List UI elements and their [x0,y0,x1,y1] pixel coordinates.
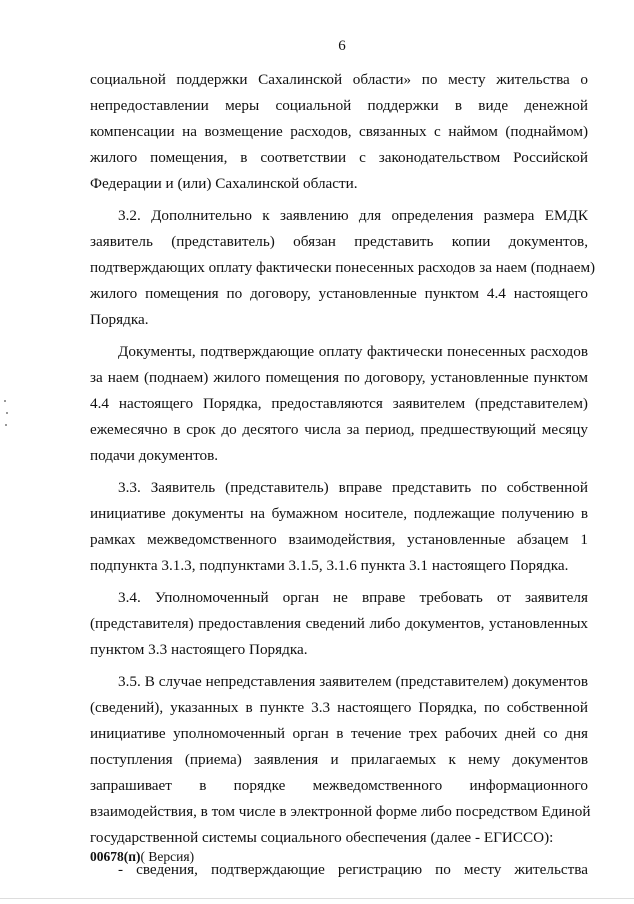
paragraph-3-4 [90,585,588,663]
text-line: запрашивает в порядке межведомственного информационного [90,777,588,794]
text-line: за наем (поднаем) жилого помещения по договору, установленные пунктом [90,369,588,386]
document-body [90,67,596,883]
document-version: ( Версия) [140,849,195,864]
paragraph-documents [90,339,588,469]
scan-artifact [5,424,7,426]
text-line: рамках межведомственного взаимодействия, установленные абзацем 1 [90,531,588,548]
text-line: Порядка. [90,311,149,328]
text-line: ежемесячно в срок до десятого числа за период, предшествующий месяцу [90,421,588,438]
text-line: Документы, подтверждающие оплату фактически понесенных расходов [118,343,588,360]
text-line: инициативе уполномоченный орган в течение трех рабочих дней со дня [90,725,588,742]
text-line: (представителя) предоставления сведений либо документов, установленных [90,615,588,632]
text-line: 3.2. Дополнительно к заявлению для определения размера ЕМДК [118,207,588,224]
text-line: государственной системы социального обеспечения (далее - ЕГИССО): [90,829,554,846]
text-line: Федерации и (или) Сахалинской области. [90,175,358,192]
text-line: жилого помещения по договору, установленные пунктом 4.4 настоящего [90,285,588,302]
document-code: 00678(п) [90,849,141,864]
scan-artifact [4,400,6,402]
text-line: жилого помещения, в соответствии с законодательством Российской [90,149,588,166]
page-edge-line [0,898,634,899]
paragraph-3-3 [90,475,588,579]
paragraph-3-2 [90,203,596,333]
text-line: заявитель (представитель) обязан представить копии документов, [90,233,588,250]
text-line: 3.5. В случае непредставления заявителем (представителем) документов [118,673,588,690]
paragraph-continuation [90,67,588,197]
text-line: (сведений), указанных в пункте 3.3 настоящего Порядка, по собственной [90,699,588,716]
text-line: социальной поддержки Сахалинской области» по месту жительства о [90,71,588,88]
text-line: взаимодействия, в том числе в электронной форме либо посредством Единой [90,803,591,820]
text-line: непредоставлении меры социальной поддержки в виде денежной [90,97,588,114]
text-line: поступления (приема) заявления и прилагаемых к нему документов [90,751,588,768]
text-line: инициативе документы на бумажном носителе, подлежащие получению в [90,505,588,522]
text-line: компенсации на возмещение расходов, связанных с наймом (поднаймом) [90,123,588,140]
text-line: подачи документов. [90,447,219,464]
text-line: 4.4 настоящего Порядка, предоставляются заявителем (представителем) [90,395,588,412]
text-line: подтверждающих оплату фактически понесенных расходов за наем (поднаем) [90,259,596,276]
text-line: 3.3. Заявитель (представитель) вправе представить по собственной [118,479,588,496]
document-footer [90,848,194,866]
page-number: 6 [338,38,346,54]
paragraph-3-5 [90,669,591,851]
text-line: - сведения, подтверждающие регистрацию по месту жительства [118,861,588,878]
scan-artifact [6,412,8,414]
text-line: пунктом 3.3 настоящего Порядка. [90,641,308,658]
text-line: 3.4. Уполномоченный орган не вправе требовать от заявителя [118,589,588,606]
text-line: подпункта 3.1.3, подпунктами 3.1.5, 3.1.6 пункта 3.1 настоящего Порядка. [90,557,569,574]
